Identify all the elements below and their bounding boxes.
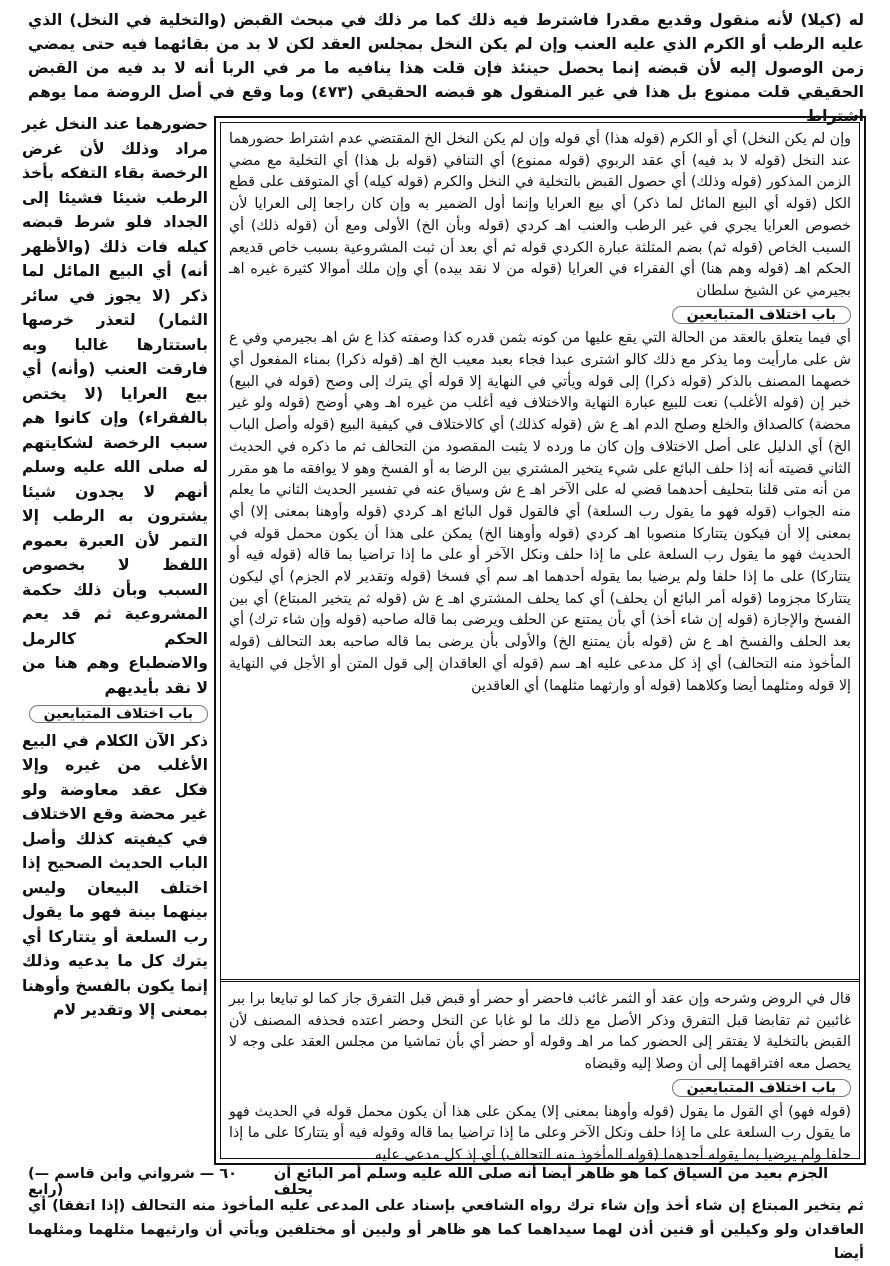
commentary-frame-inner: [220, 122, 860, 1163]
commentary-upper: [229, 129, 851, 977]
footer-text: ثم يتخير المبتاع إن شاء أخذ وإن شاء ترك رواه الشافعي بإسناد على المدعى عليه المأخوذ منه التحالف (إذا اتفقا) أي العاقدان ولو وكيلين أو قنين أذن لهما سيداهما كما هو ظاهر أو وليين أو مختلفين ويأتي أن وارثيهما مثلهما ومثلهما أيضا: [28, 1198, 864, 1262]
commentary-frame: [214, 116, 866, 1165]
commentary-chapter-heading: [229, 305, 851, 327]
lower-chapter-heading-label: باب اختلاف المتبايعين: [672, 1079, 851, 1097]
lower-paragraph-2: (قوله فهو) أي القول ما يقول (قوله وأوهنا بمعنى إلا) يمكن على هذا أن يكون محمل قوله في الحديث فهو ما يقول رب السلعة على ما إذا حلف ونكل الآخر وعلى ما إذا تراضيا بما قاله وقوله فيه أو يتتاركا على ما إذا حلفا ولم يرضيا بما يقوله أحدهما (قوله المأخوذ منه التحالف) أي إذ كل مدعى عليه: [229, 1103, 851, 1163]
side-paragraph-1: حضورهما عند النخل غير مراد وذلك لأن غرض الرخصة بقاء التفكه بأخذ الرطب شيئا فشيئا إلى الجداد فلو شرط قبضه كيله فات ذلك (والأظهر أنه) أي البيع المائل لما ذكر (لا يجوز في سائر الثمار) لتعذر خرصها باستتارها غالبا وبه فارقت العنب (وأنه) أي بيع العرايا (لا يختص بالفقراء) وإن كانوا هم سبب الرخصة لشكايتهم له صلى الله عليه وسلم أنهم لا يجدون شيئا يشترون به الرطب إلا التمر لأن العبرة بعموم اللفظ لا بخصوص السبب وبأن ذلك حكمة المشروعية ثم قد يعم الحكم كالرمل والاضطباع وهم هنا من لا نقد بأيديهم: [22, 115, 208, 697]
commentary-lower: [229, 989, 851, 1163]
lower-paragraph-1: قال في الروض وشرحه وإن عقد أو الثمر غائب فاحضر أو حضر أو قبض قبل التفرق جاز كما لو تبايعا برا ببر غائبين ثم تقابضا قبل التفرق وذكر الأصل مع ذلك ما لو غابا عن النخل وحضر اعتده فحذفه المصنف لأن القبض بالتخلية لا يفتقر إلى الحضور كما مر اهـ وقوله أو حضر أي بأن تماشيا من مجلس العقد على وجه لا يحصل معه افتراقهما إلى أن وصلا إليه وقبضاه: [229, 991, 851, 1073]
lower-chapter-heading: [229, 1078, 851, 1100]
side-chapter-heading-label: باب اختلاف المتبايعين: [29, 705, 208, 723]
commentary-paragraph-2: أي فيما يتعلق بالعقد من الحالة التي يقع عليها من كونه بثمن قدره كذا وصفته كذا ع ش اهـ بجيرمي وفي ع ش على مارأيت وما يذكر مع ذلك كالو اشترى عبدا فجاء بعبد معيب الخ اهـ (قوله ذكرا) بمناء المفعول أي خصهما المصنف بالذكر (قوله ذكرا) إلى قوله ويأتي في النهاية إلا قوله أي يترك إلى وصح (قوله في البيع) خبر إن (قوله الأغلب) نعت للبيع عبارة النهاية والاختلاف فيه أغلب من غيره اهـ وهي أوضح (قوله ولو غير محضة) كالصداق والخلع وصلح الدم اهـ ع ش (قوله كذلك) أي كالاختلاف في كيفية البيع (قوله وأصل الباب الخ) أي الدليل على أصل الاختلاف وإن كان ما ورده لا يثبت المقصود من التحالف ثم ما ذكره في الحديث الثاني قضيته أنه إذا حلف البائع على شيء يتخير المشتري بين الرضا به أو الفسخ وهو لا يوافقه ما هو مقرر من أنه متى قلنا بتحليف أحدهما قضي له على الآخر اهـ ع ش وسياق عنه في تفسير الحديث الثاني ما يعلم منه الجواب (قوله فهو ما يقول رب السلعة) أي فالقول قول البائع اهـ كردي (قوله وأوهنا بمعنى إلا) أي بمعنى إلا أن فيكون يتتاركا منصوبا اهـ كردي (قوله وأوهنا الخ) يمكن على هذا أن يكون محمل قوله في الحديث فهو ما يقول رب السلعة على ما إذا حلف ونكل الآخر أو على ما إذا تراضيا بما قاله (قوله فيه أو يتتاركا) على ما إذا حلفا ولم يرضيا بما يقوله أحدهما اهـ سم أي فسخا (قوله وتقدير لام الجزم) أي ليكون يتتاركا مجزوما (قوله أمر البائع أن يحلف) أي كما يحلف المشتري اهـ ع ش (قوله ثم يتخير المبتاع) أي بين الفسخ والإجازة (قوله إن شاء أخذ) أي بأن يمتنع عن الحلف ويرضى بما قاله صاحبه (قوله وإن شاء ترك) أي بعد الحلف والفسخ اهـ ع ش (قوله بأن يمتنع الخ) والأولى بأن يرضى بما قاله صاحبه بعد التحالف (قوله المأخوذ منه التحالف) أي إذ كل مدعى عليه اهـ سم (قوله أي العاقدان إلى قول المتن أو الأجل في النهاية إلا قوله ومثلهما أيضا وكلاهما (قوله أو وارثهما مثلهما) أي العاقدين: [229, 330, 851, 694]
footer-right-text: الجزم بعيد من السياق كما هو ظاهر أيضا أنه صلى الله عليه وسلم أمر البائع أن يحلف: [273, 1166, 829, 1198]
footer-line: [28, 1166, 864, 1198]
section-divider: [221, 979, 859, 982]
commentary-paragraph-1: وإن لم يكن النخل) أي أو الكرم (قوله هذا) أي قوله وإن لم يكن النخل الخ المقتضي عدم اشتراط حضورهما عند النخل (قوله لا بد فيه) أي عقد الربوي (قوله ممنوع) أي التنافي (قوله بل هذا) أي التخلية مع مضي الزمن المذكور (قوله وذلك) أي حصول القبض بالتخلية في النخل والكرم (قوله كيله) أي المتوقف على قطع الكل (قوله أي البيع المائل لما ذكر) أي بيع العرايا وإنما أول الضمير به وإن كان راجعا إلى العرايا لأن خصوص العرايا يجري في غير الرطب والعنب اهـ كردي (قوله وبأن الخ) الأولى ومع أن (قوله ذلك) أي السبب الخاص (قوله ثم) بضم المثلثة عبارة الكردي قوله ثم أي بعد أن ثبت المشروعية بسبب خاص قديعم الحكم اهـ (قوله وهم هنا) أي الفقراء في العرايا (قوله من لا نقد بيده) أي وإن ملك أموالا كثيرة غيره اهـ بجيرمي عن الشيخ سلطان: [229, 131, 851, 299]
page-signature: (٦٠ — شرواني وابن قاسم — رابع): [28, 1166, 238, 1198]
commentary-chapter-heading-label: باب اختلاف المتبايعين: [672, 306, 851, 324]
side-chapter-heading: [22, 702, 208, 727]
top-text: له (كيلا) لأنه منقول وقديع مقدرا فاشترط فيه ذلك كما مر ذلك في مبحث القبض (والتخلية في النخل) الذي عليه الرطب أو الكرم الذي عليه العنب وإن لم يكن النخل بمجلس العقد لكن لا بد من بقائهما فيه حتى يمضي زمن الوصول إليه لأن قبضه إنما يحصل حينئذ فإن قلت هذا ينافيه ما مر في الربا أنه لا بد فيه من القبض الحقيقي قلت ممنوع بل هذا في غير المنقول هو قبضه الحقيقي (٤٧٣) وما وقع في أصل الروضة مما يوهم اشتراط: [28, 11, 864, 125]
side-paragraph-2: ذكر الآن الكلام في البيع الأغلب من غيره وإلا فكل عقد معاوضة ولو غير محضة وقع الاختلاف في كيفيته كذلك وأصل الباب الحديث الصحيح إذا اختلف البيعان وليس بينهما بينة فهو ما يقول رب السلعة أو يتتاركا أي يترك كل ما يدعيه وذلك إنما يكون بالفسخ وأوهنا بمعنى إلا وتقدير لام: [22, 731, 208, 1019]
side-column: [22, 112, 208, 1172]
